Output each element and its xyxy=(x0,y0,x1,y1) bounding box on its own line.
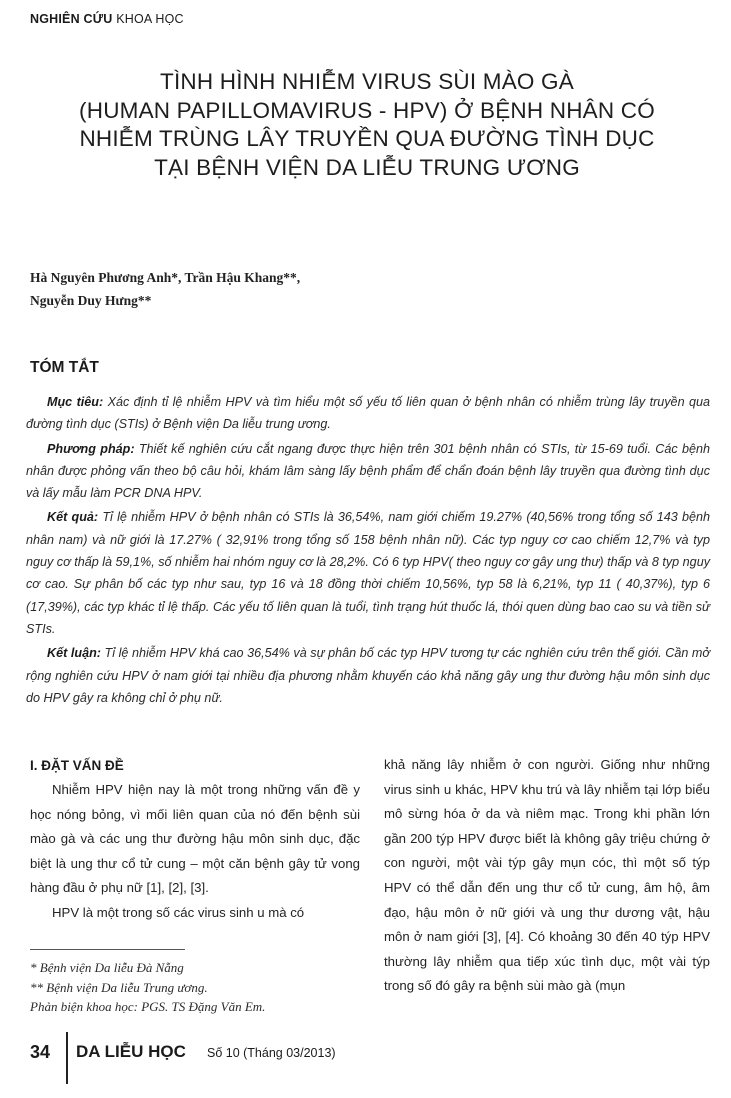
abstract-text: Thiết kế nghiên cứu cắt ngang được thực hiện trên 301 bệnh nhân có STIs, từ 15-69 tuổi. Các bệnh nhân được phỏng vấn theo bộ câu hỏi, khám lâm sàng lấy bệnh phẩm để chẩn đoán bệnh lây truyền qua đường tình dục và lấy mẫu làm PCR DNA HPV. xyxy=(26,441,711,501)
article-title xyxy=(60,68,674,182)
body-paragraph: Nhiễm HPV hiện nay là một trong những vấn đề y học nóng bỏng, vì mối liên quan của nó đến bệnh sùi mào gà và các ung thư đường hậu môn sinh dục, đặc biệt là ung thư cổ tử cung – một căn bệnh gây tử vong hàng đầu ở phụ nữ [1], [2], [3]. xyxy=(30,782,360,896)
abstract-conclusion xyxy=(26,642,710,709)
footnote: Phản biện khoa học: PGS. TS Đặng Văn Em. xyxy=(30,999,266,1014)
body-column-right xyxy=(384,753,710,999)
body-paragraph: khả năng lây nhiễm ở con người. Giống như những virus sinh u khác, HPV khu trú và lây nhiễm tại lớp biểu mô sừng hóa ở da và niêm mạc. Trong khi phần lớn gần 200 týp HPV được biết là không gây triệu chứng ở con người, một vài týp gây mụn cóc, thì một số týp HPV có thể dẫn đến ung thư cổ tử cung, âm hộ, âm đạo, hậu môn ở nữ giới và ung thư dương vật, hậu môn ở nam giới [3], [4]. Có khoảng 30 đến 40 týp HPV thường lây nhiễm qua tiếp xúc tình dục, một vài týp trong số đó gây ra bệnh sùi mào gà (mụn xyxy=(384,757,710,994)
footer-divider xyxy=(66,1032,68,1084)
page-number: 34 xyxy=(30,1042,51,1062)
title-line: (HUMAN PAPILLOMAVIRUS - HPV) Ở BỆNH NHÂN CÓ xyxy=(79,97,655,123)
issue-info: Số 10 (Tháng 03/2013) xyxy=(207,1046,336,1060)
section-tag-normal: KHOA HỌC xyxy=(116,12,184,26)
title-line: NHIỄM TRÙNG LÂY TRUYỀN QUA ĐƯỜNG TÌNH DỤC xyxy=(79,126,655,151)
footnotes xyxy=(30,958,360,1017)
author-line: Hà Nguyên Phương Anh*, Trần Hậu Khang**, xyxy=(30,270,301,285)
abstract-text: Tỉ lệ nhiễm HPV ở bệnh nhân có STIs là 36,54%, nam giới chiếm 19.27% (40,56% trong tổng số 143 bệnh nhân nam) và nữ giới là 17.27% ( 32,91% trong tổng số 158 bệnh nhân nữ). Các typ nguy cơ cao chiếm 12,7% và typ nguy cơ thấp là 59,1%, số nhiễm hai nhóm nguy cơ là 28,2%. Có 6 typ HPV( theo nguy cơ gây ung thư) thấp và 8 typ nguy cơ cao. Sự phân bố các typ như sau, typ 16 và 18 đồng thời chiếm 10,56%, typ 58 là 6,21%, typ 11 ( 40,37%), typ 6 (17,39%), các typ khác tỉ lệ thấp. Các yếu tố liên quan là tuổi, tình trạng hút thuốc lá, thói quen dùng bao cao su và tiền sử STIs. xyxy=(26,510,710,636)
abstract-results xyxy=(26,506,710,640)
abstract-label: Kết quả: xyxy=(47,510,99,525)
title-line: TÌNH HÌNH NHIỄM VIRUS SÙI MÀO GÀ xyxy=(160,69,574,94)
abstract-label: Kết luận: xyxy=(47,646,101,661)
abstract-text: Xác định tỉ lệ nhiễm HPV và tìm hiểu một số yếu tố liên quan ở bệnh nhân có nhiễm trùng lây truyền qua đường tình dục (STIs) ở Bệnh viện Da liễu trung ương. xyxy=(26,395,710,432)
title-line: TẠI BỆNH VIỆN DA LIỄU TRUNG ƯƠNG xyxy=(154,154,580,180)
abstract-label: Mục tiêu: xyxy=(47,395,104,409)
page-footer xyxy=(30,1032,450,1084)
body-column-left xyxy=(30,778,360,926)
author-list xyxy=(30,266,300,312)
section-heading: I. ĐẶT VẤN ĐỀ xyxy=(30,758,124,773)
footnote-divider xyxy=(30,949,185,950)
abstract-method xyxy=(26,438,710,505)
body-paragraph: HPV là một trong số các virus sinh u mà có xyxy=(52,904,305,920)
section-tag xyxy=(30,12,184,26)
abstract-heading: TÓM TẮT xyxy=(30,359,99,376)
footnote: * Bệnh viện Da liễu Đà Nẵng xyxy=(30,960,184,975)
abstract-label: Phương pháp: xyxy=(47,441,135,456)
abstract-text: Tỉ lệ nhiễm HPV khá cao 36,54% và sự phân bố các typ HPV tương tự các nghiên cứu trên thế giới. Cần mở rộng nghiên cứu HPV ở nam giới tại nhiều địa phương nhằm khuyến cáo khả năng gây ung thư đường hậu môn sinh dục do HPV gây ra không chỉ ở phụ nữ. xyxy=(26,646,711,705)
journal-name: DA LIỄU HỌC xyxy=(76,1042,186,1061)
abstract-body xyxy=(26,391,710,711)
footnote: ** Bệnh viện Da liễu Trung ương. xyxy=(30,979,208,995)
abstract-objective xyxy=(26,391,710,436)
section-tag-bold: NGHIÊN CỨU xyxy=(30,12,113,26)
author-line: Nguyễn Duy Hưng** xyxy=(30,293,152,308)
